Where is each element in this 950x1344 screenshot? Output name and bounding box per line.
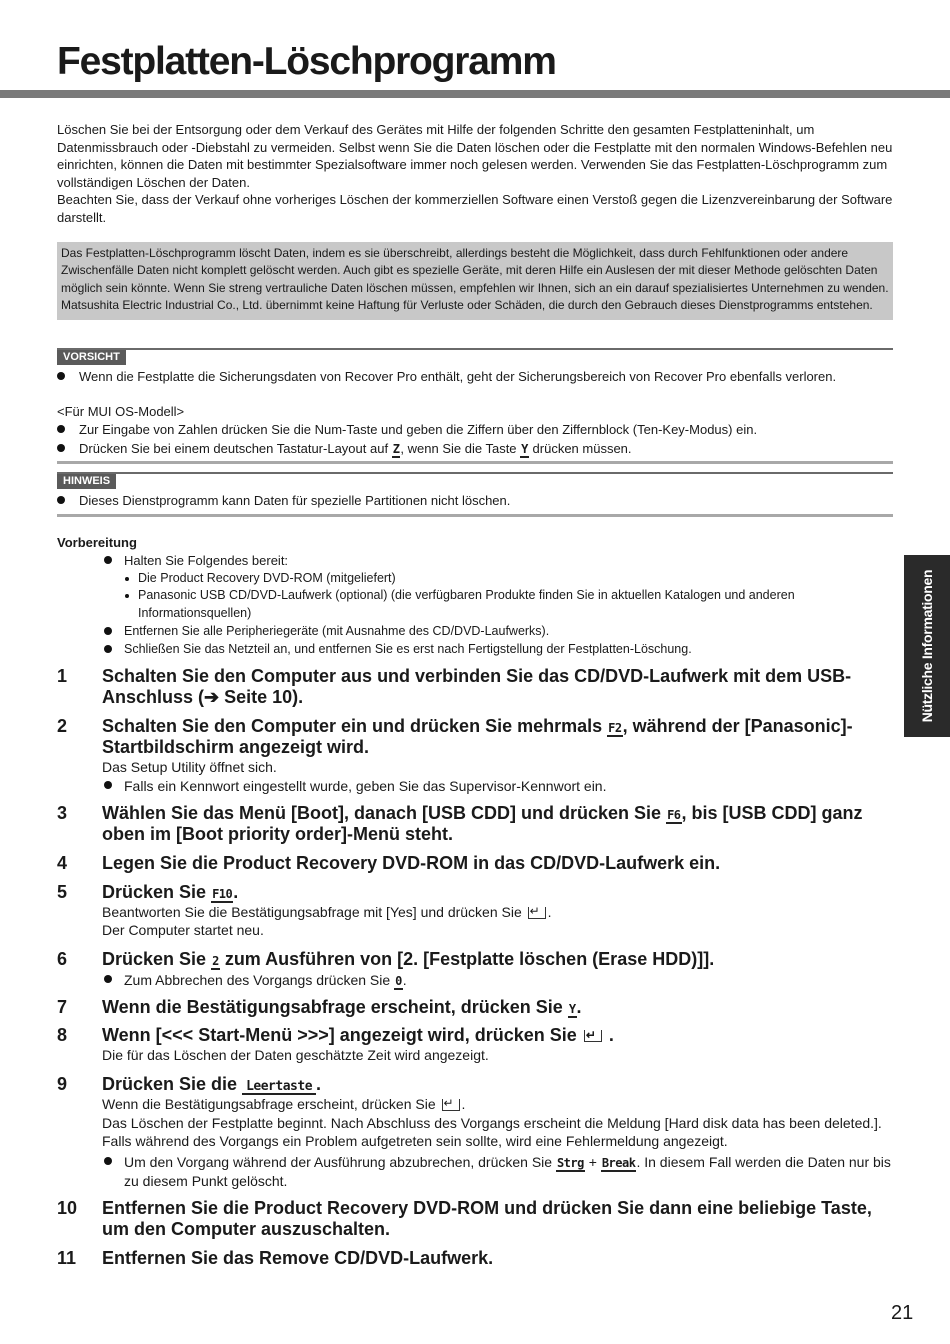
step-body: Das Löschen der Festplatte beginnt. Nach Abschluss des Vorgangs erscheint die Meldung [Hard disk data has been deleted.]. Falls während des Vorgangs ein Problem aufgetreten sein sollte, wird eine Fehlermeldung angezeigt.: [102, 1115, 882, 1149]
caution-bullet: [79, 440, 891, 458]
step-heading-text: , während der [Panasonic]-Startbildschirm angezeigt wird.: [102, 716, 853, 757]
key-y-icon: Y: [568, 1002, 576, 1016]
step-bullet-text: . In diesem Fall werden die Daten nur bis zu diesem Punkt gelöscht.: [124, 1154, 891, 1189]
note-bullet: Dieses Dienstprogramm kann Daten für spezielle Partitionen nicht löschen.: [79, 493, 511, 508]
intro-paragraph: Beachten Sie, dass der Verkauf ohne vorheriges Löschen der kommerziellen Software einen Verstoß gegen die Lizenzvereinbarung der Software darstellt.: [57, 192, 893, 225]
subbullet-icon: [125, 577, 129, 581]
bullet-icon: [104, 781, 112, 789]
step-heading: [102, 882, 892, 903]
prep-subbullet: Panasonic USB CD/DVD-Laufwerk (optional) (die verfügbaren Produkte finden Sie in aktuellen Katalogen und anderen Informationsquellen): [138, 588, 795, 620]
caution-tag: VORSICHT: [57, 350, 126, 365]
key-z-icon: Z: [392, 442, 400, 456]
note-top-rule: [57, 472, 893, 474]
step-heading-text: Wenn [<<< Start-Menü >>>] angezeigt wird, drücken Sie: [102, 1025, 577, 1045]
note-tag: HINWEIS: [57, 474, 116, 489]
caution-rule: [57, 348, 893, 350]
step-heading: [102, 803, 892, 845]
page-title: Festplatten-Löschprogramm: [57, 40, 556, 83]
step-number: 1: [57, 666, 68, 686]
intro-text: [57, 121, 897, 226]
step-number: 8: [57, 1025, 68, 1045]
step-body: Das Setup Utility öffnet sich.: [102, 759, 277, 775]
prep-bullet: Halten Sie Folgendes bereit:: [124, 553, 289, 568]
step-body-text: Wenn die Bestätigungsabfrage erscheint, drücken Sie: [102, 1096, 436, 1112]
step-number: 2: [57, 716, 68, 736]
step-body-text: .: [547, 904, 552, 920]
caution-bullet-text: Drücken Sie bei einem deutschen Tastatur-Layout auf: [79, 441, 389, 456]
intro-paragraph: Löschen Sie bei der Entsorgung oder dem Verkauf des Gerätes mit Hilfe der folgenden Schritte den gesamten Festplatteninhalt, um Datenmissbrauch oder -Diebstahl zu vermeiden. Selbst wenn Sie die Daten löschen oder die Festplatte mit den normalen Windows-Befehlen neu einrichten, können die Daten mit bestimmter Spezialsoftware immer noch gelesen werden. Verwenden Sie das Festplatten-Löschprogramm zum vollständigen Löschen der Daten.: [57, 122, 893, 190]
step-heading: Legen Sie die Product Recovery DVD-ROM in das CD/DVD-Laufwerk ein.: [102, 853, 721, 873]
bullet-icon: [104, 556, 112, 564]
step-body-text: Beantworten Sie die Bestätigungsabfrage mit [Yes] und drücken Sie: [102, 904, 522, 920]
prep-subbullet: Die Product Recovery DVD-ROM (mitgeliefert): [138, 571, 396, 585]
key-y-icon: Y: [521, 442, 528, 456]
bullet-icon: [104, 645, 112, 653]
page-number: 21: [891, 1302, 914, 1324]
step-bullet: [124, 1153, 892, 1190]
caution-bullet-text: , wenn Sie die Taste: [400, 441, 517, 456]
step-number: 10: [57, 1198, 78, 1218]
step-heading: Schalten Sie den Computer aus und verbinden Sie das CD/DVD-Laufwerk mit dem USB-Anschluss (➔ Seite 10).: [102, 666, 852, 707]
step-heading: [102, 997, 892, 1018]
caution-bullet: Zur Eingabe von Zahlen drücken Sie die Num-Taste und geben die Ziffern über den Ziffernblock (Ten-Key-Modus) ein.: [79, 422, 758, 437]
step-number: 11: [57, 1248, 77, 1268]
step-bullet-text: Um den Vorgang während der Ausführung abzubrechen, drücken Sie: [124, 1154, 553, 1170]
bullet-icon: [57, 444, 65, 452]
bullet-icon: [57, 496, 65, 504]
bullet-icon: [104, 627, 112, 635]
step-heading-text: Wählen Sie das Menü [Boot], danach [USB CDD] und drücken Sie: [102, 803, 662, 823]
step-bullet-text: Zum Abbrechen des Vorgangs drücken Sie: [124, 972, 391, 988]
step-body-text: .: [461, 1096, 466, 1112]
enter-key-icon: [528, 907, 546, 919]
step-bullet-text: +: [588, 1154, 597, 1170]
step-heading-text: Drücken Sie: [102, 949, 207, 969]
key-0-icon: 0: [395, 974, 402, 988]
key-f10-icon: F10: [212, 887, 233, 901]
side-section-label: Nützliche Informationen: [919, 569, 935, 723]
step-heading-text: .: [608, 1025, 614, 1045]
step-bullet: Falls ein Kennwort eingestellt wurde, geben Sie das Supervisor-Kennwort ein.: [124, 778, 607, 794]
title-underline: [0, 90, 950, 98]
step-number: 3: [57, 803, 68, 823]
caution-bullet: Wenn die Festplatte die Sicherungsdaten von Recover Pro enthält, geht der Sicherungsbereich von Recover Pro ebenfalls verloren.: [79, 369, 837, 384]
step-body: [102, 903, 892, 921]
step-heading-text: , bis [USB CDD] ganz oben im [Boot priority order]-Menü steht.: [102, 803, 863, 844]
prep-bullet: Entfernen Sie alle Peripheriegeräte (mit Ausnahme des CD/DVD-Laufwerks).: [124, 624, 550, 638]
step-heading: [102, 716, 892, 758]
step-heading-text: Drücken Sie: [102, 882, 207, 902]
step-heading-text: Drücken Sie die: [102, 1074, 238, 1094]
step-heading: Entfernen Sie die Product Recovery DVD-ROM und drücken Sie dann eine beliebige Taste, um den Computer auszuschalten.: [102, 1198, 872, 1239]
step-heading-text: zum Ausführen von [2. [Festplatte löschen (Erase HDD)]].: [224, 949, 715, 969]
key-f6-icon: F6: [667, 808, 681, 822]
step-heading: [102, 1074, 892, 1095]
step-body: Der Computer startet neu.: [102, 922, 264, 938]
key-2-icon: 2: [212, 954, 219, 968]
step-bullet-text: .: [402, 972, 407, 988]
key-f2-icon: F2: [608, 721, 622, 735]
prep-bullet: Schließen Sie das Netzteil an, und entfernen Sie es erst nach Fertigstellung der Festplatten-Löschung.: [124, 642, 692, 656]
step-heading: [102, 949, 892, 970]
step-heading: [102, 1025, 892, 1046]
key-break-icon: Break: [601, 1156, 636, 1170]
step-body: Die für das Löschen der Daten geschätzte Zeit wird angezeigt.: [102, 1047, 489, 1063]
step-heading-text: .: [316, 1074, 322, 1094]
key-strg-icon: Strg: [556, 1156, 584, 1170]
bullet-icon: [57, 372, 65, 380]
step-number: 6: [57, 949, 68, 969]
mui-label: <Für MUI OS-Modell>: [57, 404, 185, 419]
bullet-icon: [104, 1157, 112, 1165]
key-space-icon: Leertaste: [242, 1080, 316, 1095]
caution-bullet-text: drücken müssen.: [532, 441, 632, 456]
step-bullet: [124, 971, 892, 990]
note-rule: [57, 461, 893, 464]
step-number: 9: [57, 1074, 68, 1094]
step-number: 4: [57, 853, 68, 873]
step-heading: Entfernen Sie das Remove CD/DVD-Laufwerk.: [102, 1248, 494, 1268]
step-heading-text: .: [233, 882, 239, 902]
step-heading-text: .: [576, 997, 582, 1017]
step-heading-text: Schalten Sie den Computer ein und drücken Sie mehrmals: [102, 716, 603, 736]
step-body: [102, 1095, 892, 1113]
bullet-icon: [57, 425, 65, 433]
enter-key-icon: [442, 1099, 460, 1111]
step-heading-text: Wenn die Bestätigungsabfrage erscheint, drücken Sie: [102, 997, 563, 1017]
disclaimer-box: Das Festplatten-Löschprogramm löscht Daten, indem es sie überschreibt, allerdings besteht die Möglichkeit, dass durch Fehlfunktionen oder andere Zwischenfälle Daten nicht komplett gelöscht werden. Auch gibt es spezielle Geräte, mit deren Hilfe ein Auslesen der mit dieser Methode gelöschten Daten möglich sein könnte. Wenn Sie streng vertrauliche Daten löschen müssen, empfehlen wir Ihnen, sich an ein darauf spezialisiertes Unternehmen zu wenden. Matsushita Electric Industrial Co., Ltd. übernimmt keine Haftung für Verluste oder Schäden, die durch den Gebrauch dieses Dienstprogramms entstehen.: [57, 242, 893, 320]
bullet-icon: [104, 975, 112, 983]
note-bottom-rule: [57, 514, 893, 517]
subbullet-icon: [125, 594, 129, 598]
step-number: 7: [57, 997, 68, 1017]
step-number: 5: [57, 882, 68, 902]
prep-heading: Vorbereitung: [57, 535, 137, 550]
enter-key-icon: [584, 1030, 602, 1042]
